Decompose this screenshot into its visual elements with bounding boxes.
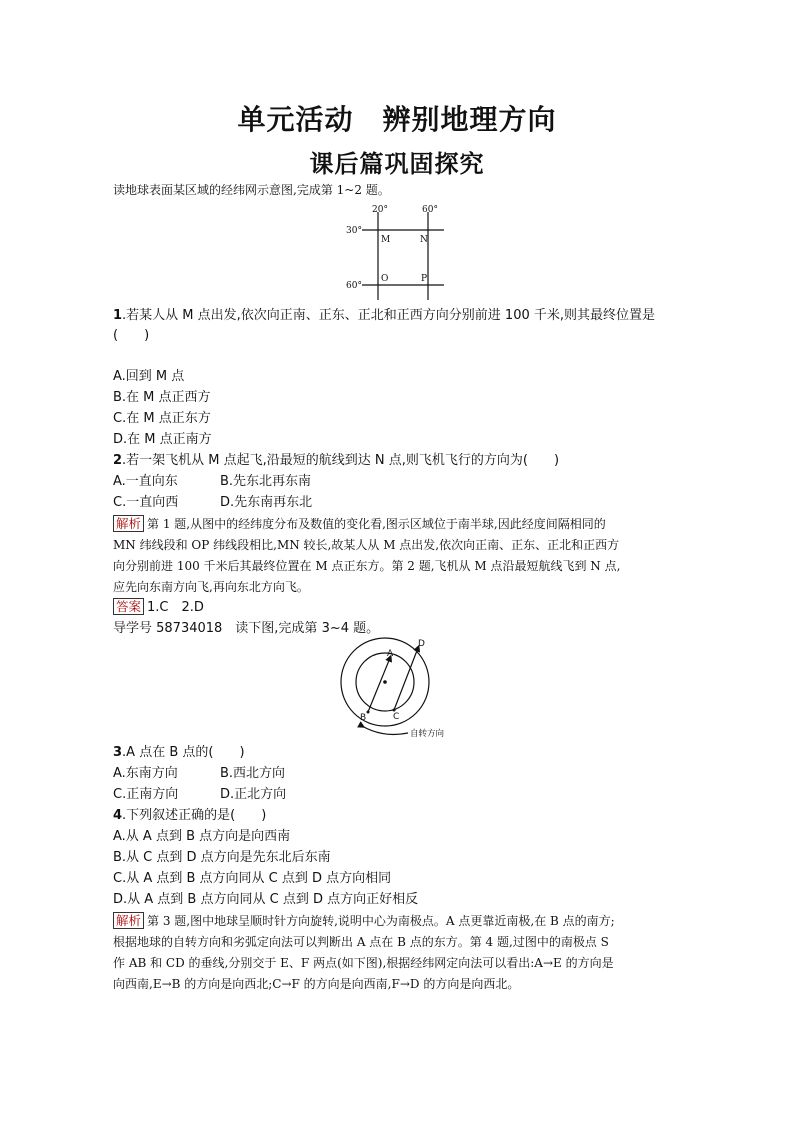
point-o-label: O (381, 274, 389, 284)
point-m-label: M (381, 235, 391, 245)
analysis-2-text-1: 第 3 题,图中地球呈顺时针方向旋转,说明中心为南极点。A 点更靠近南极,在 B 点的南方; (147, 914, 615, 928)
question-4-option-c: C.从 A 点到 B 点方向同从 C 点到 D 点方向相同 (113, 871, 392, 886)
question-3-number: 3 (113, 745, 123, 760)
question-1-number: 1 (113, 308, 123, 323)
question-1-paren: ( ) (113, 328, 150, 343)
question-4-option-a: A.从 A 点到 B 点方向是向西南 (113, 829, 291, 844)
question-2-options-row2 (113, 493, 313, 513)
analysis-tag-2: 解析 (113, 912, 144, 929)
page-title: 单元活动 辨别地理方向 (237, 103, 557, 136)
point-d-label: D (418, 639, 425, 649)
question-2 (113, 451, 559, 471)
page-subtitle: 课后篇巩固探究 (309, 149, 485, 178)
analysis-1-line-4: 应先向东南方向飞,再向东北方向飞。 (113, 580, 309, 594)
question-2-option-a: A.一直向东 (113, 474, 178, 489)
question-1 (113, 306, 655, 326)
question-2-option-d: D.先东南再东北 (220, 495, 313, 510)
question-4 (113, 806, 266, 826)
question-2-options-row1 (113, 472, 312, 492)
point-a-label: A (387, 649, 394, 659)
answer-text: 1.C 2.D (147, 600, 204, 615)
question-1-option-c: C.在 M 点正东方 (113, 411, 211, 426)
question-3-option-d: D.正北方向 (220, 787, 287, 802)
analysis-2-line-2: 根据地球的自转方向和劣弧定向法可以判断出 A 点在 B 点的东方。第 4 题,过图中的南极点 S (113, 935, 609, 949)
answer-line (113, 598, 204, 618)
guide-text: 导学号 58734018 读下图,完成第 3~4 题。 (113, 621, 380, 636)
lat-label-60: 60° (346, 281, 362, 291)
question-3 (113, 743, 245, 763)
rotation-circles-figure (338, 636, 448, 746)
question-3-options-row1 (113, 764, 286, 784)
question-3-option-b: B.西北方向 (220, 766, 286, 781)
point-n-label: N (420, 235, 428, 245)
question-4-number: 4 (113, 808, 123, 823)
question-2-option-b: B.先东北再东南 (220, 474, 312, 489)
analysis-tag: 解析 (113, 515, 144, 532)
point-p-label: P (421, 274, 428, 284)
lat-lon-grid-figure (340, 200, 450, 300)
lat-label-30: 30° (346, 226, 362, 236)
question-2-option-c: C.一直向西 (113, 495, 179, 510)
question-4-option-d: D.从 A 点到 B 点方向同从 C 点到 D 点方向正好相反 (113, 892, 419, 907)
analysis-1-line-2: MN 纬线段和 OP 纬线段相比,MN 较长,故某人从 M 点出发,依次向正南、正东、正北和正西方 (113, 538, 620, 552)
question-3-text: .A 点在 B 点的( ) (122, 745, 245, 760)
question-1-option-b: B.在 M 点正西方 (113, 390, 211, 405)
question-3-options-row2 (113, 785, 287, 805)
analysis-1-text-1: 第 1 题,从图中的经纬度分布及数值的变化看,图示区域位于南半球,因此经度间隔相同的 (147, 517, 606, 531)
question-1-option-a: A.回到 M 点 (113, 369, 185, 384)
analysis-1-line-1 (113, 514, 606, 534)
question-2-text: .若一架飞机从 M 点起飞,沿最短的航线到达 N 点,则飞机飞行的方向为( ) (122, 453, 560, 468)
lon-label-60: 60° (422, 205, 438, 215)
answer-tag: 答案 (113, 598, 144, 615)
analysis-1-line-3: 向分别前进 100 千米后其最终位置在 M 点正东方。第 2 题,飞机从 M 点沿最短航线飞到 N 点, (113, 559, 621, 573)
question-3-option-a: A.东南方向 (113, 766, 178, 781)
question-4-option-b: B.从 C 点到 D 点方向是先东北后东南 (113, 850, 331, 865)
question-1-text: .若某人从 M 点出发,依次向正南、正东、正北和正西方向分别前进 100 千米,则其最终位置是 (122, 308, 656, 323)
question-2-number: 2 (113, 453, 123, 468)
point-b-label: B (360, 713, 367, 723)
analysis-2-line-1 (113, 911, 615, 931)
lon-label-20: 20° (372, 205, 388, 215)
analysis-2-line-4: 向西南,E→B 的方向是向西北;C→F 的方向是向西南,F→D 的方向是向西北。 (113, 977, 520, 991)
analysis-2-line-3: 作 AB 和 CD 的垂线,分别交于 E、F 两点(如下图),根据经纬网定向法可以看出:A→E 的方向是 (113, 956, 614, 970)
point-c-label: C (393, 712, 400, 722)
question-1-option-d: D.在 M 点正南方 (113, 432, 212, 447)
rotation-direction-label: 自转方向 (410, 729, 445, 739)
question-4-text: .下列叙述正确的是( ) (122, 808, 267, 823)
question-3-option-c: C.正南方向 (113, 787, 179, 802)
intro-text: 读地球表面某区域的经纬网示意图,完成第 1~2 题。 (113, 183, 390, 197)
